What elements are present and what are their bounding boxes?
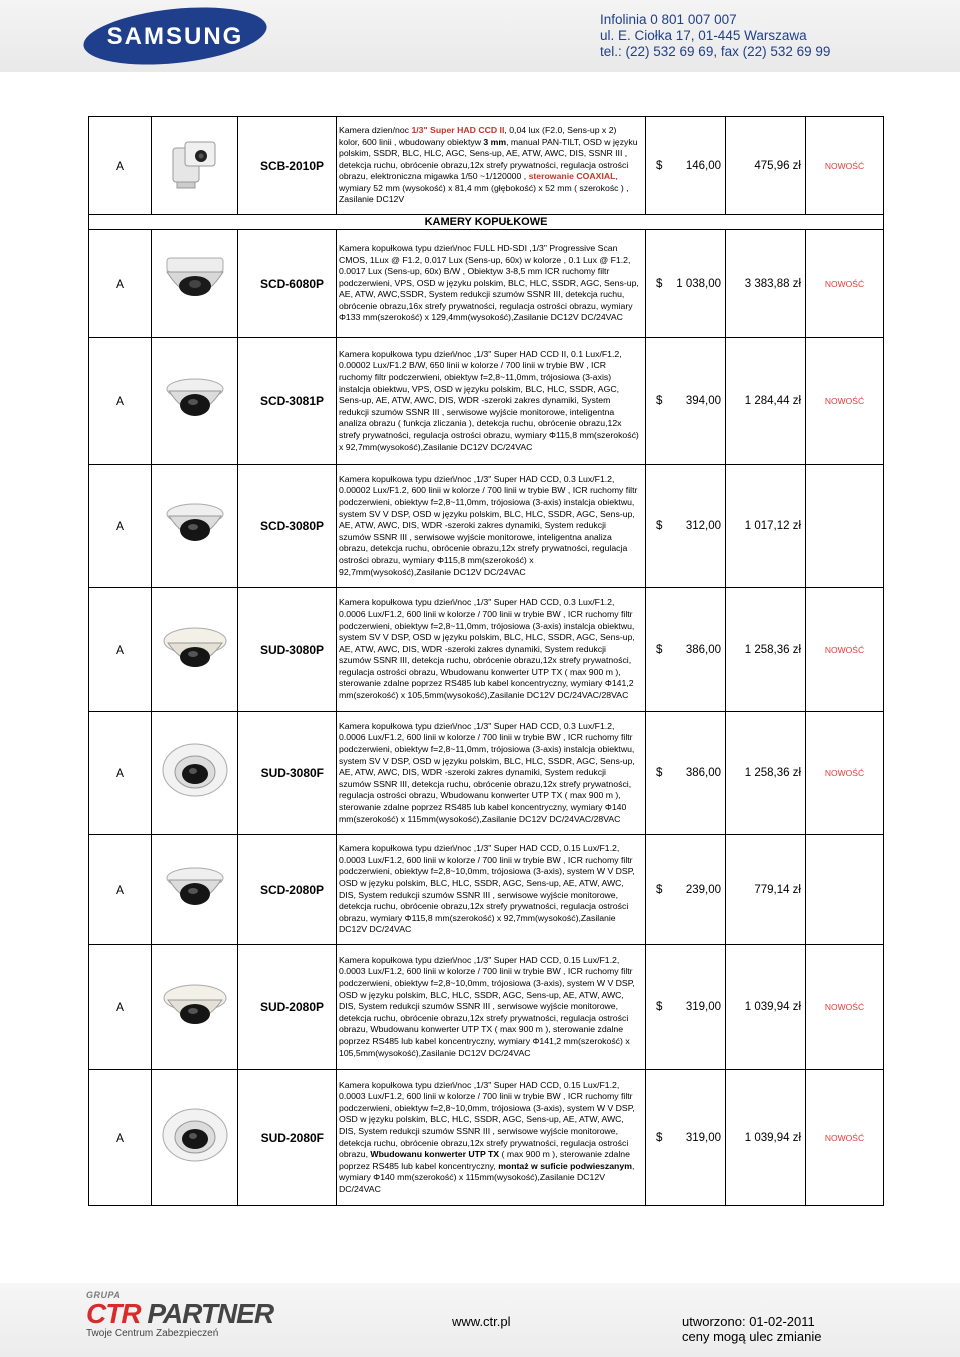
- grade-cell: A: [89, 945, 152, 1070]
- dome-camera-icon: [161, 252, 229, 316]
- product-image: [152, 338, 238, 465]
- currency-symbol: $: [656, 1131, 663, 1144]
- usd-price: 394,00: [685, 395, 721, 407]
- samsung-logo: [80, 6, 270, 66]
- table-row: [89, 945, 884, 1070]
- dome-camera-icon: [160, 742, 230, 804]
- section-header-row: [89, 215, 884, 230]
- grade-cell: A: [89, 230, 152, 338]
- contact-hotline: Infolinia 0 801 007 007: [600, 12, 737, 27]
- dome-camera-icon: [163, 498, 227, 554]
- pln-price-cell: 1 258,36 zł: [726, 588, 806, 712]
- dome-camera-icon: [163, 862, 227, 918]
- desc-bold: montaż w suficie podwieszanym: [498, 1160, 632, 1171]
- usd-price: 319,00: [685, 1001, 721, 1013]
- table-row: [89, 117, 884, 215]
- usd-price-cell: [646, 338, 726, 465]
- desc-text: , wymiary 52 mm (wysokość) x 81,4 mm (głębokość) x 52 mm ( szerokośc ) , Zasilanie DC12V: [339, 171, 629, 205]
- product-image: [152, 835, 238, 945]
- pln-price-cell: 3 383,88 zł: [726, 230, 806, 338]
- model-cell: SCB-2010P: [238, 117, 337, 215]
- grade-cell: A: [89, 712, 152, 835]
- pln-price-cell: 475,96 zł: [726, 117, 806, 215]
- logo-tagline: Twoje Centrum Zabezpieczeń: [86, 1328, 219, 1339]
- section-title: KAMERY KOPUŁKOWE: [89, 215, 884, 230]
- new-badge: [806, 835, 884, 945]
- desc-bold: Wbudowanu konwerter UTP TX: [370, 1149, 500, 1160]
- pln-price-cell: 779,14 zł: [726, 835, 806, 945]
- usd-price: 146,00: [685, 159, 721, 172]
- dome-camera-icon: [160, 1107, 230, 1169]
- model-cell: SUD-2080F: [238, 1070, 337, 1206]
- table-row: [89, 465, 884, 588]
- pln-price-cell: 1 039,94 zł: [726, 945, 806, 1070]
- description-cell: [337, 1070, 646, 1206]
- desc-highlight: 1/3" Super HAD CCD II: [411, 124, 505, 135]
- product-image: [152, 117, 238, 215]
- usd-price-cell: [646, 945, 726, 1070]
- table-row: [89, 338, 884, 465]
- desc-text: ( max 900 m ), sterowanie zdalne poprzez RS485 lub kabel koncentryczny,: [339, 1149, 630, 1171]
- table-row: [89, 712, 884, 835]
- created-date: utworzono: 01-02-2011: [682, 1314, 815, 1329]
- desc-bold: 3 mm: [483, 136, 507, 147]
- product-image: [152, 945, 238, 1070]
- currency-symbol: $: [656, 883, 663, 896]
- website-link[interactable]: www.ctr.pl: [452, 1314, 511, 1329]
- currency-symbol: $: [656, 643, 663, 656]
- grade-cell: A: [89, 588, 152, 712]
- currency-symbol: $: [656, 159, 663, 172]
- dome-camera-icon: [161, 621, 229, 679]
- currency-symbol: $: [656, 277, 663, 290]
- logo-ctr: CTR: [86, 1298, 141, 1329]
- model-cell: SCD-3080P: [238, 465, 337, 588]
- description-cell: Kamera kopułkowa typu dzień/noc ,1/3" Super HAD CCD, 0.3 Lux/F1.2, 0.0006 Lux/F1.2, 600 linii w kolorze / 700 linii w trybie BW , ICR ruchomy filtr podczerwieni, obiektyw f=2,8~11,0mm, trójosiowa (3-axis) instalcja obiektwu, system SV V DSP, OSD w języku polskim, BLC, HLC, SSDR, AGC, Sens-up, AE, ATW, AWC, DIS, WDR -szeroki zakres dynamiki, System redukcji szumów SSNR III, detekcja ruchu, obrócenie obrazu,12x strefy prywatności, regulacja ostrości obrazu, Wbudowanu konwerter UTP TX ( max 900 m ), sterowanie zdalne poprzez RS485 lub kabel koncentryczny, wymiary Φ141,2 mm(szerokość) x 105,5mm(wysokość),Zasilanie DC12V DC/24VAC/28VAC: [337, 588, 646, 712]
- desc-text: , manual PAN-TILT, OSD w języku polskim, SSDR, BLC, HLC, AGC, Sens-up, AE, ATW, AWC, DIS, SSNR III , detekcja ruchu, obrócenie obrazu,12x strefy prywatności, regulacja ostrości obrazu, elektroniczna migawka 1/50 ~1/120000 ,: [339, 136, 638, 182]
- new-badge: NOWOŚĆ: [806, 1070, 884, 1206]
- grade-cell: A: [89, 465, 152, 588]
- table-row: [89, 588, 884, 712]
- desc-text: Kamera kopułkowa typu dzień/noc ,1/3" Super HAD CCD, 0.15 Lux/F1.2, 0.0003 Lux/F1.2, 600 linii w kolorze / 700 linii w trybie BW , ICR ruchomy filtr podczerwieni, obiektyw f=2,8~10,0mm, trójosiowa (3-axis), system W V DSP, OSD w języku polskim, BLC, HLC, SSDR, AGC, Sens-up, AE, ATW, AWC, DIS, System redukcji szumów SSNR III , serwisowe wyjście monitorowe, detekcja ruchu, obrócenie obrazu,12x strefy prywatności, regulacja ostrości obrazu,: [339, 1079, 635, 1160]
- currency-symbol: $: [656, 520, 663, 532]
- product-image: [152, 1070, 238, 1206]
- model-cell: SCD-6080P: [238, 230, 337, 338]
- usd-price-cell: [646, 1070, 726, 1206]
- desc-text: Kamera dzien/noc: [339, 124, 412, 135]
- new-badge: NOWOŚĆ: [806, 117, 884, 215]
- usd-price: 239,00: [685, 883, 721, 896]
- pln-price-cell: 1 258,36 zł: [726, 712, 806, 835]
- new-badge: NOWOŚĆ: [806, 230, 884, 338]
- product-image: [152, 588, 238, 712]
- new-badge: NOWOŚĆ: [806, 588, 884, 712]
- table-row: [89, 1070, 884, 1206]
- desc-highlight: sterowanie COAXIAL: [528, 171, 616, 182]
- grade-cell: A: [89, 338, 152, 465]
- contact-block: [600, 12, 830, 60]
- model-cell: SCD-3081P: [238, 338, 337, 465]
- product-image: [152, 465, 238, 588]
- page-header: [0, 0, 960, 72]
- description-cell: Kamera kopułkowa typu dzień/noc ,1/3" Super HAD CCD, 0.15 Lux/F1.2, 0.0003 Lux/F1.2, 600 linii w kolorze / 700 linii w trybie BW , ICR ruchomy filtr podczerwieni, obiektyw f=2,8~10,0mm, trójosiowa (3-axis), system W V DSP, OSD w języku polskim, BLC, HLC, SSDR, AGC, Sens-up, AE, ATW, AWC, DIS, System redukcji szumów SSNR III , serwisowe wyjście monitorowe, detekcja ruchu, obrócenie obrazu,12x strefy prywatności, regulacja ostrości obrazu, wymiary Φ115,8 mm(szerokość) x 92,7mm(wysokość),Zasilanie DC12V DC/24VAC: [337, 835, 646, 945]
- usd-price: 319,00: [685, 1131, 721, 1144]
- desc-text: , wymiary Φ140 mm(szerokość) x 115mm(wysokość),Zasilanie DC12V DC/24VAC: [339, 1160, 635, 1194]
- description-cell: [337, 117, 646, 215]
- grade-cell: A: [89, 117, 152, 215]
- usd-price: 1 038,00: [676, 277, 721, 290]
- new-badge: NOWOŚĆ: [806, 712, 884, 835]
- description-cell: Kamera kopułkowa typu dzień/noc ,1/3" Super HAD CCD, 0.3 Lux/F1.2, 0.0006 Lux/F1.2, 600 linii w kolorze / 700 linii w trybie BW , ICR ruchomy filtr podczerwieni, obiektyw f=2,8~11,0mm, trójosiowa (3-axis) instalcja obiektwu, system SV V DSP, OSD w języku polskim, BLC, HLC, SSDR, AGC, Sens-up, AE, ATW, AWC, DIS, WDR -szeroki zakres dynamiki, System redukcji szumów SSNR III, detekcja ruchu, obrócenie obrazu,12x strefy prywatności, regulacja ostrości obrazu, Wbudowanu konwerter UTP TX ( max 900 m ), sterowanie zdalne poprzez RS485 lub kabel koncentryczny, wymiary Φ140 mm(szerokość) x 115mm(wysokość),Zasilanie DC12V DC/24VAC/28VAC: [337, 712, 646, 835]
- model-cell: SUD-3080P: [238, 588, 337, 712]
- model-cell: SCD-2080P: [238, 835, 337, 945]
- price-note: ceny mogą ulec zmianie: [682, 1329, 822, 1344]
- description-cell: Kamera kopułkowa typu dzień/noc ,1/3" Super HAD CCD, 0.3 Lux/F1.2, 0.00002 Lux/F1.2, 600 linii w kolorze / 700 linii w trybie BW , ICR ruchomy filtr podczerwieni, obiektyw f=2,8~11,0mm, trójosiowa (3-axis) instalcja obiektwu, system SV V DSP, OSD w języku polskim, BLC, HLC, SSDR, AGC, Sens-up, AE, ATW, AWC, DIS, WDR -szeroki zakres dynamiki, System redukcji szumów SSNR III , serwisowe wyjście monitorowe, inteligentna analiza obrazu, detekcja ruchu, obrócenie obrazu,12x strefy prywatności, regulacja ostrości obrazu, wymiary Φ115,8 mm(szerokość) x 92,7mm(wysokość),Zasilanie DC12V DC/24VAC: [337, 465, 646, 588]
- usd-price-cell: [646, 835, 726, 945]
- new-badge: NOWOŚĆ: [806, 338, 884, 465]
- brand-text: SAMSUNG: [106, 23, 244, 50]
- product-image: [152, 712, 238, 835]
- contact-address: ul. E. Ciołka 17, 01-445 Warszawa: [600, 28, 807, 43]
- dome-camera-icon: [163, 373, 227, 429]
- description-cell: Kamera kopułkowa typu dzień/noc ,1/3" Super HAD CCD II, 0.1 Lux/F1.2, 0.00002 Lux/F1.2 B/W, 650 linii w kolorze / 700 linii w trybie BW , ICR ruchomy filtr podczerwieni, obiektyw f=2,8~11,0mm, trójosiowa (3-axis) instalcja obiektwu, VPS, OSD w języku polskim, BLC, HLC, SSDR, AGC, Sens-up, AE, ATW, AWC, DIS, WDR -szeroki zakres dynamiki, System redukcji szumów SSNR III , serwisowe wyjście monitorowe, inteligentna analiza obrazu ( funkcja zliczania ), detekcja ruchu, obrócenie obrazu,12x strefy prywatności, regulacja ostrości obrazu, wymiary Φ115,8 mm(szerokość) x 92,7mm(wysokość),Zasilanie DC12V DC/24VAC: [337, 338, 646, 465]
- logo-partner: PARTNER: [140, 1298, 274, 1329]
- price-table: [88, 116, 865, 1206]
- logo-wordmark: [86, 1300, 273, 1328]
- usd-price-cell: [646, 117, 726, 215]
- new-badge: [806, 465, 884, 588]
- desc-text: , 0,04 lux (F2.0, Sens-up x 2) kolor, 600 linii , wbudowany obiektyw: [339, 124, 617, 147]
- ctr-partner-logo: [86, 1290, 273, 1339]
- box-camera-icon: [165, 138, 225, 194]
- contact-phone: tel.: (22) 532 69 69, fax (22) 532 69 99: [600, 44, 831, 59]
- grade-cell: A: [89, 835, 152, 945]
- pln-price-cell: 1 017,12 zł: [726, 465, 806, 588]
- description-cell: Kamera kopułkowa typu dzień/noc ,1/3" Super HAD CCD, 0.15 Lux/F1.2, 0.0003 Lux/F1.2, 600 linii w kolorze / 700 linii w trybie BW , ICR ruchomy filtr podczerwieni, obiektyw f=2,8~10,0mm, trójosiowa (3-axis), system W V DSP, OSD w języku polskim, BLC, HLC, SSDR, AGC, Sens-up, AE, ATW, AWC, DIS, System redukcji szumów SSNR III , serwisowe wyjście monitorowe, detekcja ruchu, obrócenie obrazu,12x strefy prywatności, regulacja ostrości obrazu, Wbudowanu konwerter UTP TX ( max 900 m ), sterowanie zdalne poprzez RS485 lub kabel koncentryczny, wymiary Φ141,2 mm(szerokość) x 105,5mm(wysokość),Zasilanie DC12V DC/24VAC: [337, 945, 646, 1070]
- table-row: [89, 230, 884, 338]
- table-row: [89, 835, 884, 945]
- dome-camera-icon: [161, 978, 229, 1036]
- product-image: [152, 230, 238, 338]
- usd-price-cell: [646, 230, 726, 338]
- new-badge: NOWOŚĆ: [806, 945, 884, 1070]
- description-cell: Kamera kopułkowa typu dzień/noc FULL HD-SDI ,1/3" Progressive Scan CMOS, 1Lux @ F1.2, 0.017 Lux (Sens-up, 60x) w kolorze , 0.1 Lux @ F1.2, 0.0017 Lux (Sens-up, 60x) B/W , Obiektyw 3-8,5 mm ICR ruchomy filtr podczerwieni, VPS, OSD w języku polskim, BLC, HLC, SSDR, AGC, Sens-up, AE, ATW, AWC,SSDR, System redukcji szumów SSNR III, detekcja ruchu, obrócenie obrazu,16x strefy prywatności, regulacja ostrości obrazu, wymiary Φ133 mm(szerokość) x 129,4mm(wysokość),Zasilanie DC12V DC/24VAC: [337, 230, 646, 338]
- usd-price: 386,00: [685, 643, 721, 656]
- logo-grupa: GRUPA: [86, 1290, 121, 1300]
- usd-price-cell: [646, 465, 726, 588]
- created-info: [682, 1314, 821, 1344]
- usd-price-cell: [646, 712, 726, 835]
- usd-price: 312,00: [685, 520, 721, 532]
- model-cell: SUD-3080F: [238, 712, 337, 835]
- pln-price-cell: 1 284,44 zł: [726, 338, 806, 465]
- currency-symbol: $: [656, 395, 663, 407]
- currency-symbol: $: [656, 767, 663, 779]
- usd-price-cell: [646, 588, 726, 712]
- currency-symbol: $: [656, 1001, 663, 1013]
- model-cell: SUD-2080P: [238, 945, 337, 1070]
- pln-price-cell: 1 039,94 zł: [726, 1070, 806, 1206]
- grade-cell: A: [89, 1070, 152, 1206]
- usd-price: 386,00: [685, 767, 721, 779]
